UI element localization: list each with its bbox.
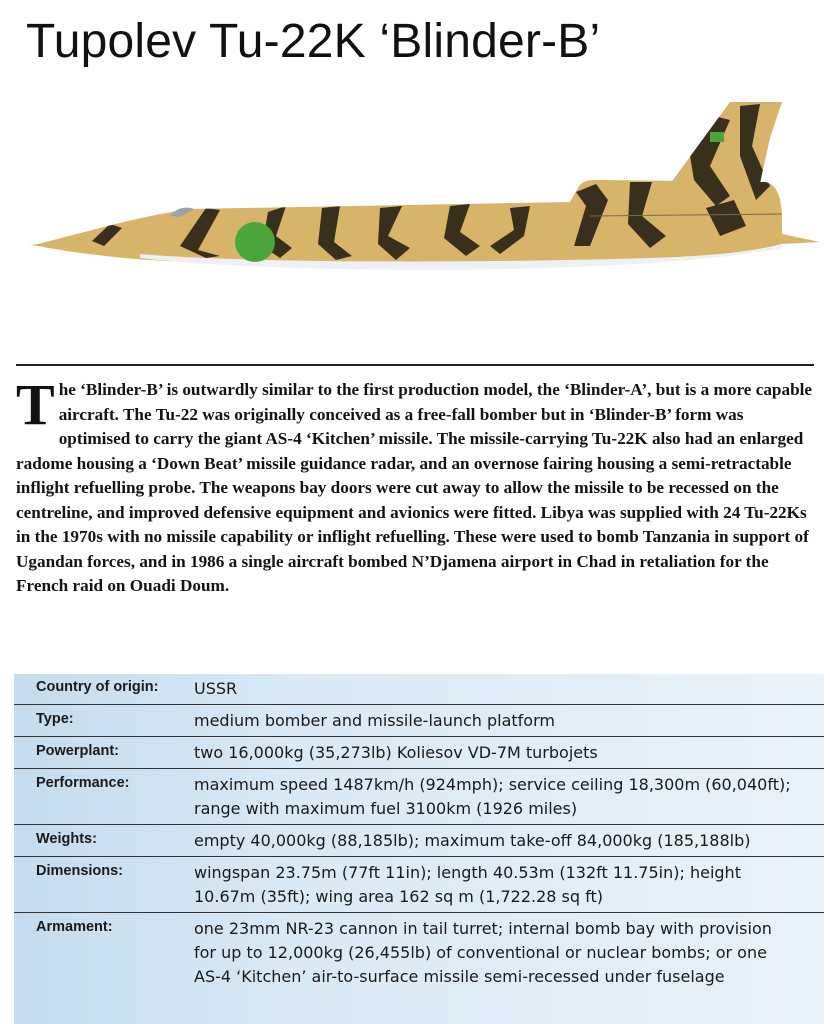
spec-label: Performance: [36,775,130,791]
spec-label: Country of origin: [36,679,159,695]
page-title: Tupolev Tu-22K ‘Blinder-B’ [26,15,601,68]
spec-row-armament [14,914,824,1020]
intro-paragraph [16,372,816,599]
spec-value: USSR [194,679,238,698]
tail-fin [670,102,782,192]
spec-value: empty 40,000kg (88,185lb); maximum take-off 84,000kg (185,188lb) [194,831,751,850]
spec-label: Armament: [36,919,113,935]
spec-row-weights [14,826,824,857]
spec-value: wingspan 23.75m (77ft 11in); length 40.53m (132ft 11.75in); height 10.67m (35ft); wing area 162 sq m (1,722.28 sq ft) [194,863,741,906]
spec-label: Dimensions: [36,863,124,879]
roundel [235,222,275,262]
spec-row-performance [14,770,824,825]
spec-row-dimensions [14,858,824,913]
spec-value: two 16,000kg (35,273lb) Koliesov VD-7M turbojets [194,743,598,762]
intro-text: he ‘Blinder-B’ is outwardly similar to the first production model, the ‘Blinder-A’, but is a more capable aircraft. The Tu-22 was originally conceived as a free-fall bomber but in ‘Blinder-B’ form was optimised to carry the giant AS-4 ‘Kitchen’ missile. The missile-carrying Tu-22K also had an enlarged radome housing a ‘Down Beat’ missile guidance radar, and an overnose fairing housing a semi-retractable inflight refuelling probe. The weapons bay doors were cut away to allow the missile to be recessed on the centreline, and improved defensive equipment and avionics were fitted. Libya was supplied with 24 Tu-22Ks in the 1970s with no missile capability or inflight refuelling. These were used to bomb Tanzania in support of Ugandan forces, and in 1986 a single aircraft bombed N’Djamena airport in Chad in retaliation for the French raid on Ouadi Doum. [16,380,813,595]
spec-value: one 23mm NR-23 cannon in tail turret; internal bomb bay with provision for up to 12,000kg (26,455lb) of conventional or nuclear bombs; or one AS-4 ‘Kitchen’ air-to-surface missile semi-recessed under fuselage [194,919,772,986]
dropcap: T [16,372,55,437]
spec-label: Powerplant: [36,743,119,759]
aircraft-side-profile-icon [30,96,822,286]
section-divider [16,364,814,366]
spec-value: maximum speed 1487km/h (924mph); service ceiling 18,300m (60,040ft); range with maximum fuel 3100km (1926 miles) [194,775,791,818]
fuselage [38,180,820,264]
spec-row-country [14,674,824,705]
spec-label: Type: [36,711,74,727]
fin-flash [710,132,724,142]
spec-row-powerplant [14,738,824,769]
spec-label: Weights: [36,831,97,847]
spec-row-type [14,706,824,737]
specifications-table [14,674,824,1024]
spec-value: medium bomber and missile-launch platform [194,711,555,730]
